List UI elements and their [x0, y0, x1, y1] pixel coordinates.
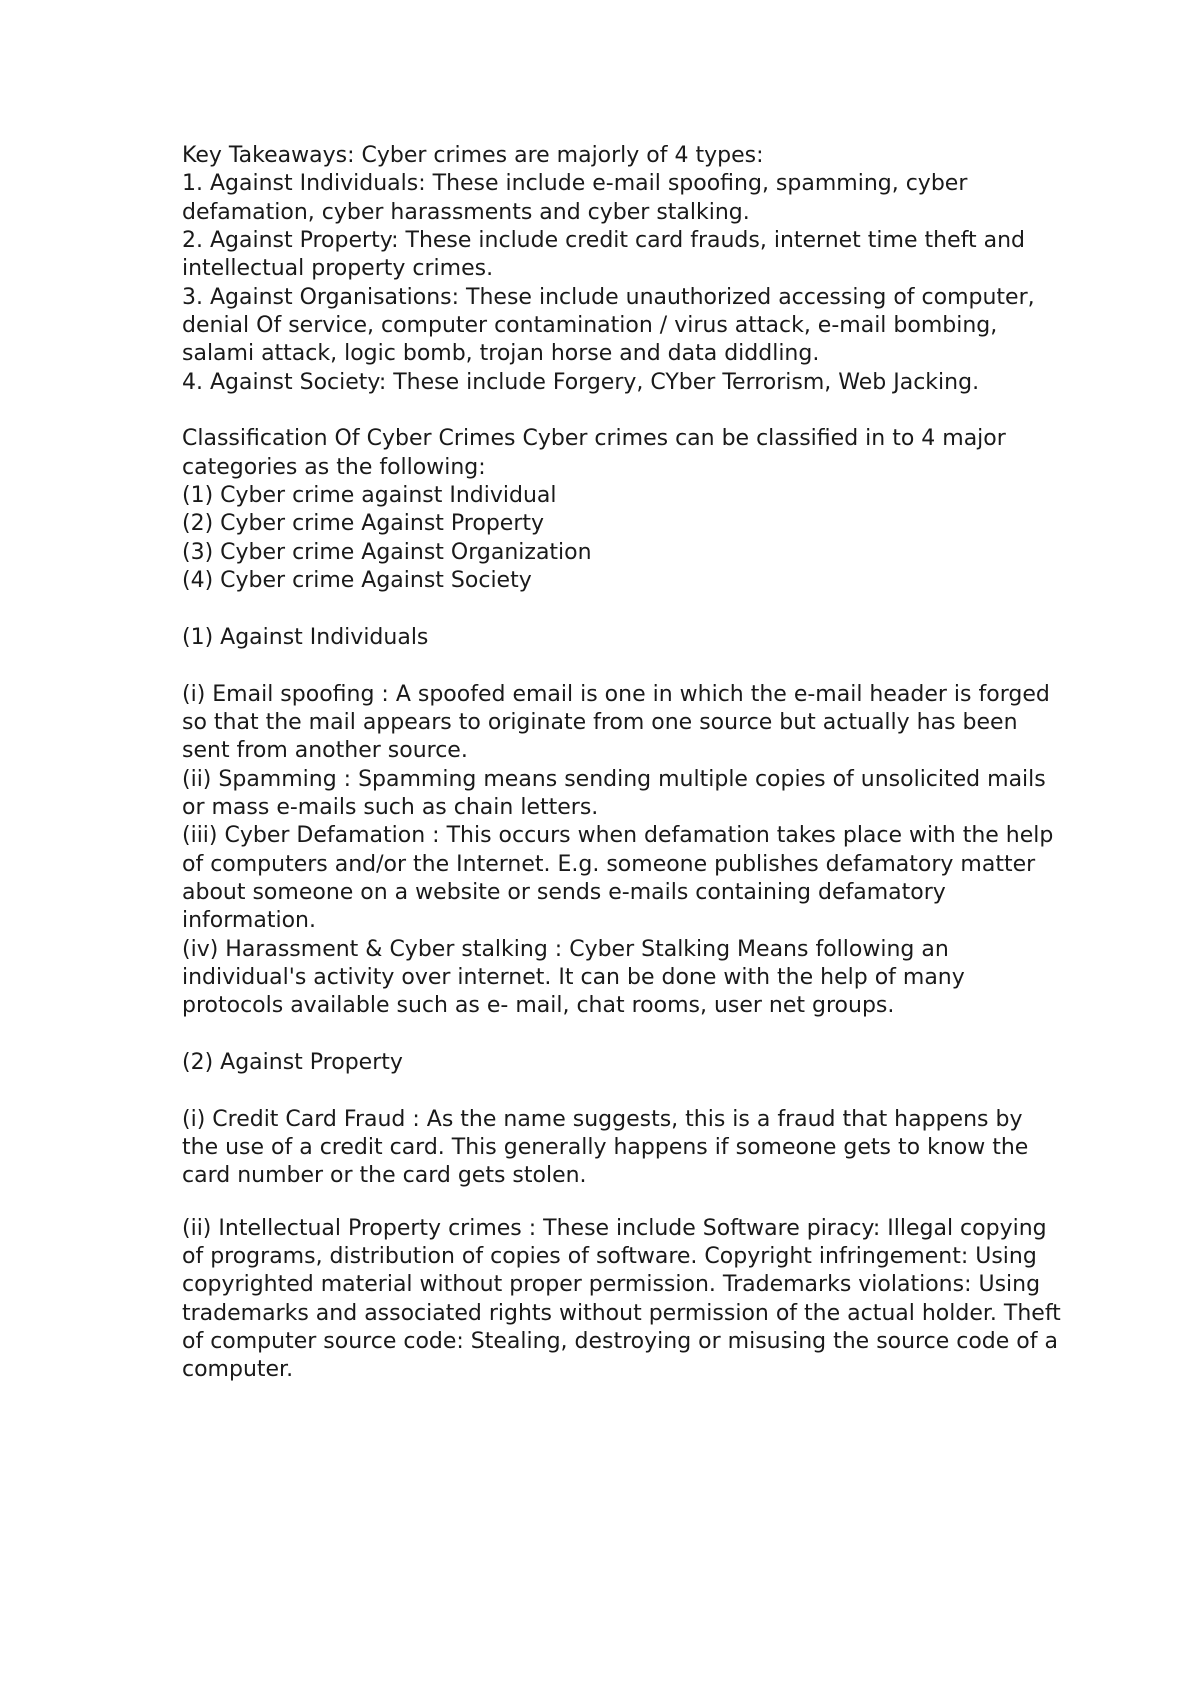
- takeaway-item: 3. Against Organisations: These include unauthorized accessing of computer, denial Of service, computer contamination / virus attack, e-mail bombing, salami attack, logic bomb, trojan horse and data diddling.: [182, 284, 1035, 367]
- blank-line: [182, 652, 1062, 680]
- section-heading: (2) Against Property: [182, 1050, 403, 1075]
- category-item: (1) Cyber crime against Individual: [182, 483, 557, 509]
- classification-intro: Classification Of Cyber Crimes Cyber crimes can be classified in to 4 major categories as the following:: [182, 426, 1006, 480]
- takeaway-item: 4. Against Society: These include Forgery, CYber Terrorism, Web Jacking.: [182, 369, 980, 395]
- paragraph-gap: [182, 1191, 1062, 1215]
- document-body: [182, 142, 1062, 1385]
- definition-paragraph: (ii) Intellectual Property crimes : These include Software piracy: Illegal copying of programs, distribution of copies of software. Copyright infringement: Using copyrighted material without proper permission. Trademarks violations: Using trademarks and associated rights without permission of the actual holder. Theft of computer source code: Stealing, destroying or misusing the source code of a computer.: [182, 1215, 1061, 1383]
- category-item: (4) Cyber crime Against Society: [182, 568, 532, 594]
- definition-paragraph: (i) Credit Card Fraud : As the name suggests, this is a fraud that happens by the use of a credit card. This generally happens if someone gets to know the card number or the card gets stolen.: [182, 1106, 1029, 1189]
- takeaway-item: 2. Against Property: These include credit card frauds, internet time theft and intellectual property crimes.: [182, 228, 1025, 282]
- definition-paragraph: (ii) Spamming : Spamming means sending multiple copies of unsolicited mails or mass e-mails such as chain letters.: [182, 766, 1046, 820]
- takeaway-item: 1. Against Individuals: These include e-mail spoofing, spamming, cyber defamation, cyber harassments and cyber stalking.: [182, 171, 968, 225]
- blank-line: [182, 596, 1062, 624]
- category-item: (2) Cyber crime Against Property: [182, 511, 545, 537]
- definition-paragraph: (iv) Harassment & Cyber stalking : Cyber Stalking Means following an individual's activity over internet. It can be done with the help of many protocols available such as e- mail, chat rooms, user net groups.: [182, 936, 965, 1019]
- section-heading: (1) Against Individuals: [182, 624, 429, 650]
- definition-paragraph: (i) Email spoofing : A spoofed email is one in which the e-mail header is forged so that the mail appears to originate from one source but actually has been sent from another source.: [182, 681, 1050, 764]
- category-item: (3) Cyber crime Against Organization: [182, 539, 592, 565]
- blank-line: [182, 397, 1062, 425]
- takeaways-heading: Key Takeaways: Cyber crimes are majorly of 4 types:: [182, 143, 764, 168]
- blank-line: [182, 1077, 1062, 1105]
- blank-line: [182, 1021, 1062, 1049]
- definition-paragraph: (iii) Cyber Defamation : This occurs when defamation takes place with the help of computers and/or the Internet. E.g. someone publishes defamatory matter about someone on a website or sends e-mails containing defamatory information.: [182, 823, 1054, 934]
